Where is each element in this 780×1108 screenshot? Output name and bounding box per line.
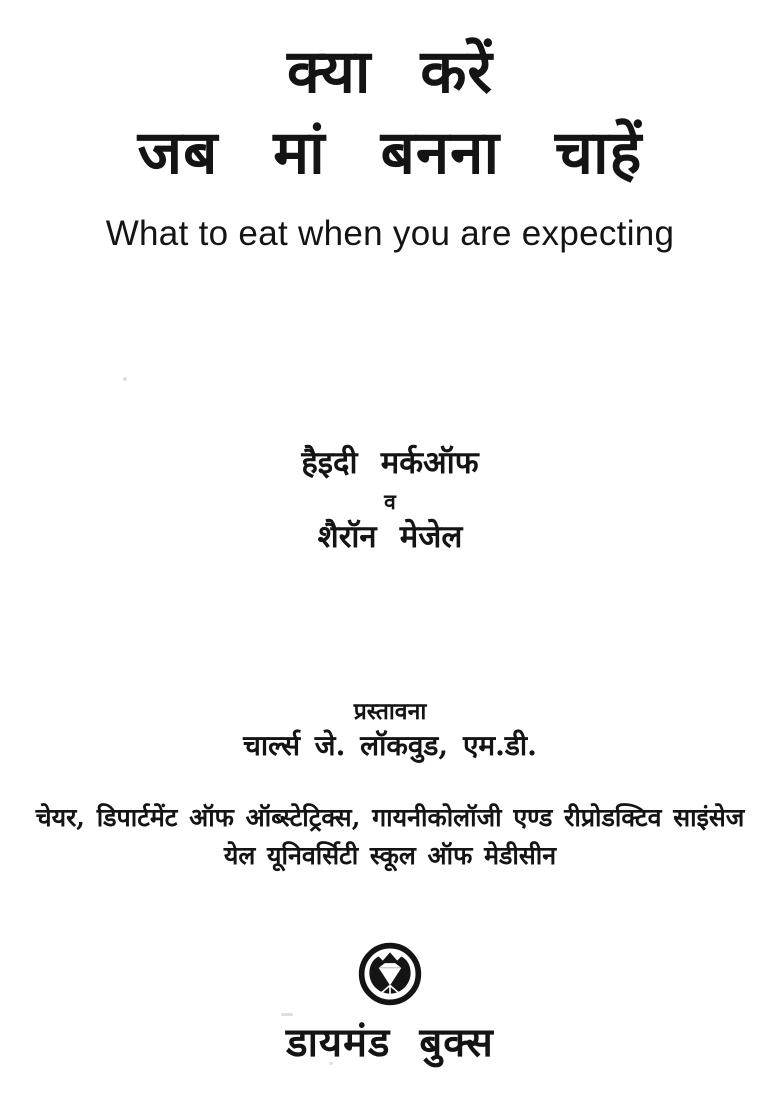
author-name-2: शैरॉन मेजेल: [317, 519, 463, 555]
authors-block: [0, 445, 780, 555]
scan-speck: [281, 1013, 293, 1016]
preface-author: चार्ल्स जे. लॉकवुड, एम.डी.: [243, 729, 537, 762]
preface-block: [0, 700, 780, 760]
diamond-books-logo-icon: [357, 941, 423, 1007]
affiliation-block: [0, 799, 780, 874]
affiliation-line2: येल यूनिवर्सिटी स्कूल ऑफ मेडीसीन: [223, 840, 557, 870]
publisher-block: [0, 941, 780, 1068]
author-name-1: हैइदी मर्कऑफ: [301, 445, 479, 481]
publisher-name: डायमंड बुक्स: [286, 1019, 494, 1066]
title-english: What to eat when you are expecting: [105, 214, 675, 253]
affiliation-line1: चेयर, डिपार्टमेंट ऑफ ऑब्स्टेट्रिक्स, गायनीकोलॉजी एण्ड रीप्रोडक्टिव साइंसेज: [35, 803, 745, 832]
author-conjunction: व: [384, 489, 396, 514]
preface-label: प्रस्तावना: [353, 698, 427, 725]
title-hindi-line1: क्या करें: [287, 37, 493, 107]
scan-speck: [329, 1062, 333, 1065]
title-hindi-line2: जब मां बनना चाहें: [137, 118, 643, 188]
scan-speck: [123, 377, 127, 381]
